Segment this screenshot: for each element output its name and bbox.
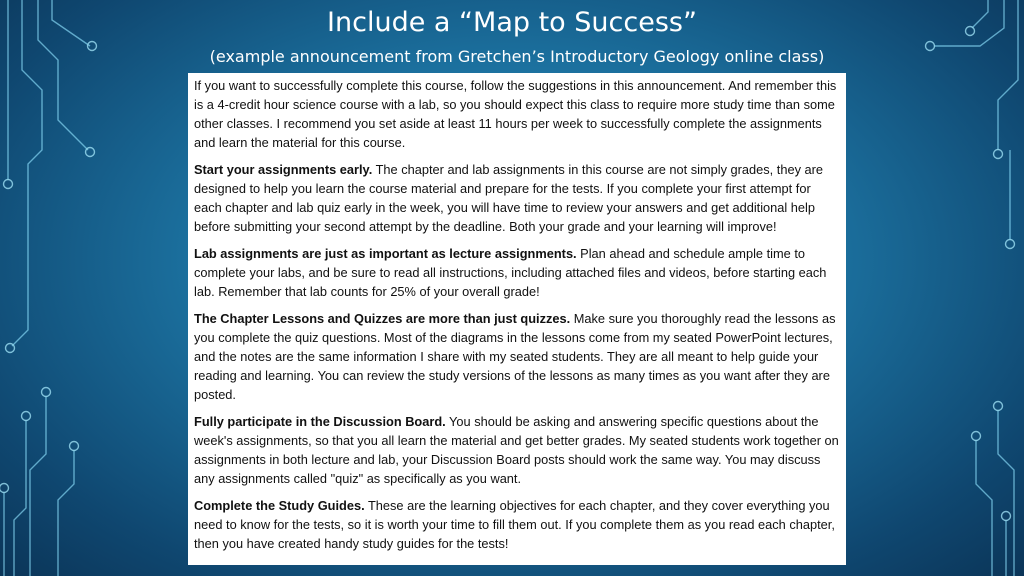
circuit-decoration-left [0,0,110,576]
circuit-decoration-right [914,0,1024,576]
slide-subtitle: (example announcement from Gretchen’s Introductory Geology online class) [209,47,825,66]
slide-title: Include a “Map to Success” [327,7,697,38]
announcement-paragraph-study-guides [194,496,840,553]
announcement-document [188,73,846,565]
paragraph-lead: Complete the Study Guides. [194,498,365,513]
announcement-paragraph-discussion-board [194,412,840,488]
paragraph-lead: Lab assignments are just as important as lecture assignments. [194,246,577,261]
paragraph-lead: The Chapter Lessons and Quizzes are more than just quizzes. [194,311,571,326]
paragraph-text: These are the learning objectives for each chapter, and they cover everything you need to know for the tests, so it is worth your time to fill them out. If you complete them as you read each chapter, then you have created handy study guides for the tests! [194,498,835,551]
paragraph-text: If you want to successfully complete this course, follow the suggestions in this announcement. And remember this is a 4-credit hour science course with a lab, so you should expect this class to require more study time than some other classes. I recommend you set aside at least 11 hours per week to successfully complete the assignments and learn the material for this course. [194,78,837,150]
paragraph-text: Plan ahead and schedule ample time to complete your labs, and be sure to read all instructions, including attached files and videos, before starting each lab. Remember that lab counts for 25% of your overall grade! [194,246,827,299]
paragraph-lead: Start your assignments early. [194,162,373,177]
paragraph-text: You should be asking and answering specific questions about the week's assignments, so that you all learn the material and get better grades. My seated students work together on assignments in both lecture and lab, your Discussion Board posts should work the same way. You may discuss any assignments called "quiz" as specifically as you want. [194,414,839,486]
paragraph-text: Make sure you thoroughly read the lessons as you complete the quiz questions. Most of the diagrams in the lessons come from my seated PowerPoint lectures, and the notes are the same information I share with my seated students. They are all meant to help guide your reading and learning. You can review the study versions of the lessons as many times as you want after they are posted. [194,311,836,402]
paragraph-text: The chapter and lab assignments in this course are not simply grades, they are designed to help you learn the course material and prepare for the tests. If you complete your first attempt for each chapter and lab quiz early in the week, you will have time to review your answers and get additional help before submitting your second attempt by the deadline. Both your grade and your learning will improve! [194,162,824,234]
announcement-paragraph-intro [194,76,840,152]
announcement-paragraph-chapter-lessons [194,309,840,404]
announcement-paragraph-lab-assignments [194,244,840,301]
paragraph-lead: Fully participate in the Discussion Board. [194,414,446,429]
announcement-paragraph-start-early [194,160,840,236]
